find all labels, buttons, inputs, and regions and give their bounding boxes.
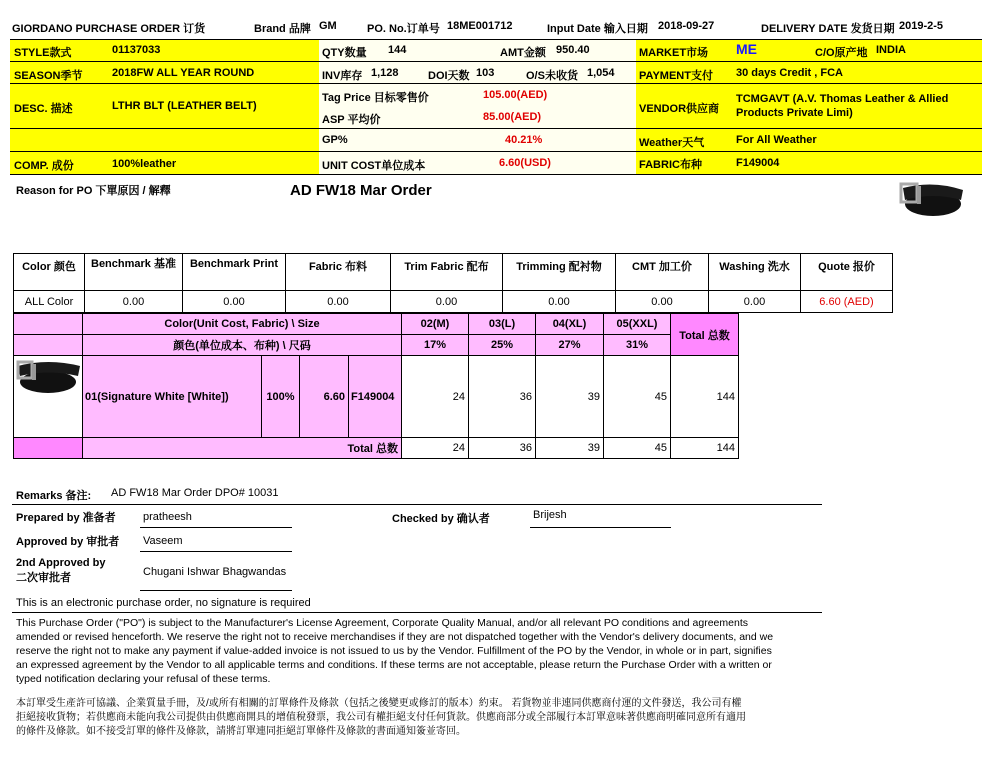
size-label: 05(XXL) [604,314,671,335]
cost-cell: 0.00 [391,291,503,313]
weather-label: Weather天气 [639,137,705,149]
terms-line: This Purchase Order ("PO") is subject to the Manufacturer's License Agreement, Corporate Quality Manual, and/or all relevant PO conditions and agreements [16,617,748,629]
terms-line: reserve the right not to make any payment if value-added invoice is not issued to us by the Vendor. Fulfillment of the PO by the Vendor, in whole or in part, signifies [16,645,772,657]
season-label: SEASON季节 [14,70,83,82]
reason-label: Reason for PO 下單原因 / 解釋 [16,185,171,197]
prepared-by-value: pratheesh [143,511,192,523]
grid-rule [10,39,982,40]
unit-cost-label: UNIT COST单位成本 [322,160,426,172]
qty-value: 144 [388,44,407,56]
delivery-date-value: 2019-2-5 [899,20,944,32]
po-number-value: 18ME001712 [447,20,513,32]
market-value: ME [736,41,757,57]
color-fabric: F149004 [349,356,402,438]
checked-by-label: Checked by 确认者 [392,513,490,525]
delivery-date-label: DELIVERY DATE 发货日期 [761,23,895,35]
unit-cost-value: 6.60(USD) [499,157,551,169]
vendor-value-line2: Products Private Limi) [736,107,853,119]
empty-cell [14,335,83,356]
terms-line: 本訂單受生產許可協議、企業質量手冊，及/或所有相關的訂單條件及條款（包括之後變更或修訂的版本）約束。 若貨物並非連同供應商付運的文件發送，我公司有權 [16,698,742,709]
brand-label: Brand 品牌 [254,23,311,35]
cost-cell: 0.00 [183,291,286,313]
electronic-po-note: This is an electronic purchase order, no signature is required [16,597,311,609]
desc-value: LTHR BLT (LEATHER BELT) [112,100,257,112]
payment-label: PAYMENT支付 [639,70,713,82]
terms-line: typed notification declaring your refusal of these terms. [16,673,271,685]
checked-by-value: Brijesh [533,509,567,521]
empty-cell [14,314,83,335]
size-ratio: 31% [604,335,671,356]
size-label: 04(XL) [536,314,604,335]
cost-header: Color 颜色 [14,254,85,291]
cost-header: Benchmark Print [183,254,286,291]
color-percent: 100% [262,356,300,438]
inv-label: INV库存 [322,70,363,82]
grand-total-cell: 144 [671,438,739,459]
market-label: MARKET市场 [639,47,709,59]
po-number-label: PO. No.订单号 [367,23,440,35]
cost-header: Fabric 布料 [286,254,391,291]
empty-cell [14,438,83,459]
total-header: Total 总数 [671,314,739,356]
amt-value: 950.40 [556,44,590,56]
size-ratio: 27% [536,335,604,356]
origin-value: INDIA [876,44,906,56]
grid-rule [10,128,982,129]
fabric-label: FABRIC布种 [639,159,702,171]
size-header-en: Color(Unit Cost, Fabric) \ Size [83,314,402,335]
comp-value: 100%leather [112,158,177,170]
asp-label: ASP 平均价 [322,114,381,126]
terms-english [16,616,773,686]
signature-line [530,527,671,528]
size-label: 02(M) [402,314,469,335]
gp-label: GP% [322,134,348,146]
terms-line: 拒絕接收貨物；若供應商未能向我公司提供由供應商開具的增值稅發票，我公司有權拒絕支付任何貨款。供應商部分或全部履行本訂單意味著供應商明確同意所有適用 [16,712,746,723]
signature-line [140,551,292,552]
payment-value: 30 days Credit , FCA [736,67,843,79]
second-approved-label-en: 2nd Approved by [16,557,106,569]
asp-value: 85.00(AED) [483,111,542,123]
size-ratio: 17% [402,335,469,356]
belt-thumbnail-image [14,356,82,396]
row-total-cell: 144 [671,356,739,438]
cost-cell: 0.00 [286,291,391,313]
size-ratio: 25% [469,335,536,356]
cost-header: Trimming 配衬物 [503,254,616,291]
qty-label: QTY数量 [322,47,367,59]
second-approved-label-cn: 二次审批者 [16,572,71,584]
cost-cell: 0.00 [503,291,616,313]
total-qty-cell: 39 [536,438,604,459]
second-approved-value: Chugani Ishwar Bhagwandas [143,566,287,578]
terms-line: 的條件及條款。如不接受訂單的條件及條款，請將訂單連同拒絕訂單條件及條款的書面通知簽並寄回。 [16,726,466,737]
cost-header: Washing 洗水 [709,254,801,291]
size-breakdown-table [13,313,739,459]
cost-header: Quote 报价 [801,254,893,291]
grid-rule [10,151,982,152]
input-date-label: Input Date 输入日期 [547,23,648,35]
size-label: 03(L) [469,314,536,335]
total-row-label: Total 总数 [83,438,402,459]
size-header-cn: 颜色(单位成本、布种) \ 尺码 [83,335,402,356]
os-value: 1,054 [587,67,615,79]
qty-cell: 36 [469,356,536,438]
vendor-label: VENDOR供应商 [639,103,720,115]
cost-cell: ALL Color [14,291,85,313]
cost-breakdown-table [13,253,893,313]
grid-rule [10,61,982,62]
signature-line [140,527,292,528]
approved-by-value: Vaseem [143,535,183,547]
remarks-label: Remarks 备注: [16,490,92,502]
cost-header: Benchmark 基准 [85,254,183,291]
total-qty-cell: 24 [402,438,469,459]
reason-value: AD FW18 Mar Order [290,182,432,199]
amt-label: AMT金额 [500,47,546,59]
terms-line: an expressed agreement by the Vendor to all applicable terms and conditions. If these terms are not acceptable, please return the Purchase Order with a written or [16,659,772,671]
belt-product-image [895,178,965,220]
approved-by-label: Approved by 审批者 [16,536,120,548]
signature-line [140,590,292,591]
total-qty-cell: 45 [604,438,671,459]
doi-label: DOI天数 [428,70,470,82]
cost-header: CMT 加工价 [616,254,709,291]
quote-cell: 6.60 (AED) [801,291,893,313]
origin-label: C/O原产地 [815,47,868,59]
fabric-value: F149004 [736,157,780,169]
qty-cell: 39 [536,356,604,438]
inv-value: 1,128 [371,67,399,79]
doi-value: 103 [476,67,495,79]
cost-header: Trim Fabric 配布 [391,254,503,291]
vendor-value-line1: TCMGAVT (A.V. Thomas Leather & Allied [736,93,949,105]
po-title: GIORDANO PURCHASE ORDER 订货 [12,23,206,35]
os-label: O/S未收货 [526,70,578,82]
total-qty-cell: 36 [469,438,536,459]
color-name: 01(Signature White [White]) [83,356,262,438]
brand-value: GM [319,20,337,32]
divider [12,612,822,613]
terms-line: amended or revised henceforth. We reserve the right not to receive merchandises if they are not dispatched together with the Vendor's delivery documents, and we [16,631,774,643]
grid-rule [10,174,982,175]
desc-label: DESC. 描述 [14,103,73,115]
season-value: 2018FW ALL YEAR ROUND [112,67,255,79]
po-info-grid [10,39,982,175]
cost-cell: 0.00 [85,291,183,313]
terms-chinese [16,697,746,739]
comp-label: COMP. 成份 [14,160,74,172]
prepared-by-label: Prepared by 准备者 [16,512,116,524]
tag-price-value: 105.00(AED) [483,89,548,101]
qty-cell: 45 [604,356,671,438]
style-value: 01137033 [112,44,161,56]
grid-rule [10,83,982,84]
divider [12,504,822,505]
cost-cell: 0.00 [616,291,709,313]
cost-cell: 0.00 [709,291,801,313]
color-cost: 6.60 [300,356,349,438]
remarks-value: AD FW18 Mar Order DPO# 10031 [111,487,279,499]
tag-price-label: Tag Price 目标零售价 [322,92,429,104]
weather-value: For All Weather [736,134,817,146]
gp-value: 40.21% [505,134,543,146]
color-swatch-cell [14,356,83,438]
input-date-value: 2018-09-27 [658,20,715,32]
style-label: STYLE款式 [14,47,72,59]
qty-cell: 24 [402,356,469,438]
